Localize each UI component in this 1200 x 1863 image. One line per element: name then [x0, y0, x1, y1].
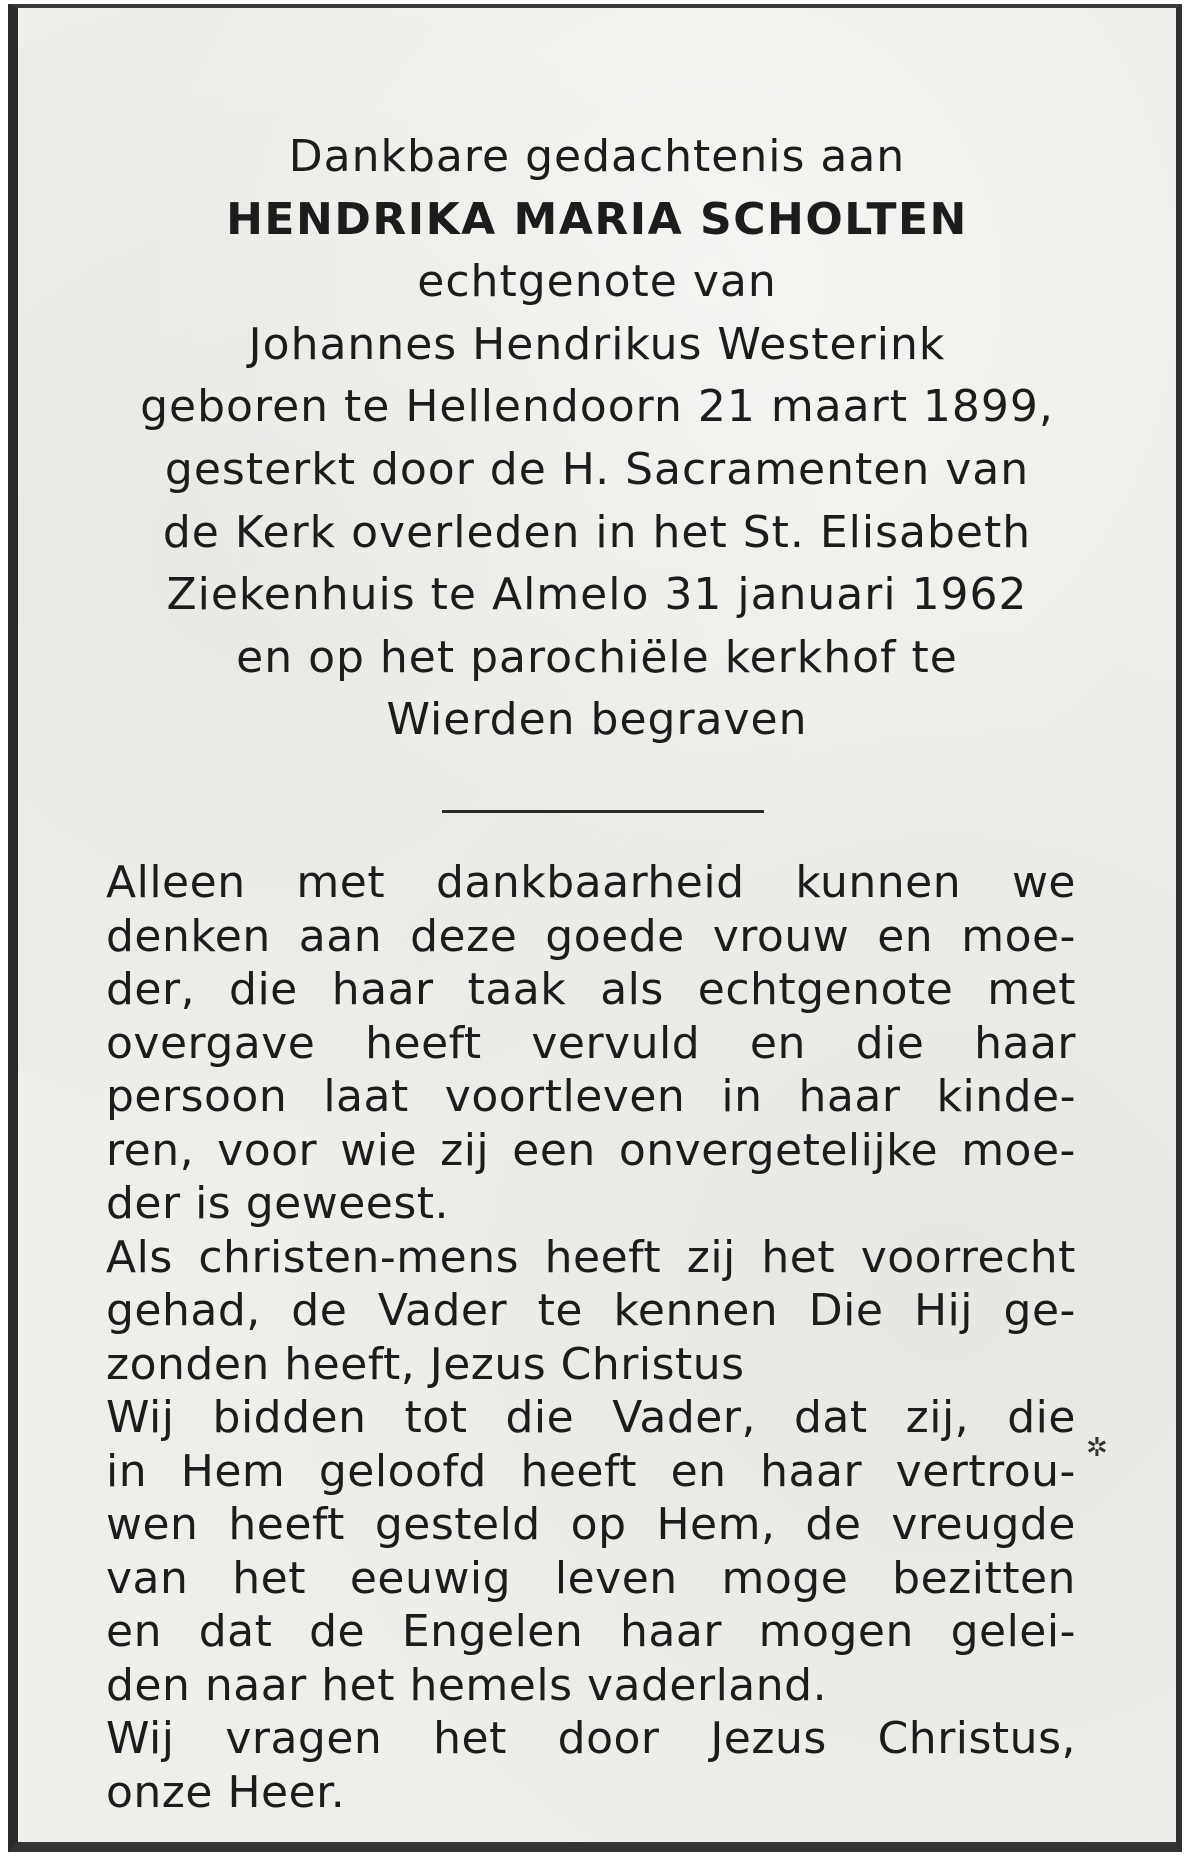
word: als [600, 964, 664, 1015]
word: een [512, 1124, 596, 1176]
word: die [229, 964, 298, 1015]
text-line [106, 1284, 1076, 1338]
word: laat [323, 1071, 409, 1122]
word: Die [808, 1285, 884, 1336]
word: te [537, 1285, 583, 1336]
sacraments-line: gesterkt door de H. Sacramenten van [164, 443, 1030, 495]
word: Wij [106, 1392, 175, 1443]
text-line [106, 910, 1076, 964]
word: gelei- [950, 1606, 1076, 1657]
memorial-text [106, 856, 1076, 1819]
word: met [987, 964, 1076, 1015]
word: met [296, 857, 386, 908]
word: Wij [106, 1713, 175, 1764]
word: voortleven [444, 1071, 686, 1122]
word: der, [106, 964, 196, 1015]
word: vrouw [712, 910, 850, 962]
word: vertrou- [895, 1445, 1076, 1497]
text-line [106, 1124, 1076, 1178]
word: Alleen [106, 857, 246, 908]
word: eeuwig [349, 1552, 511, 1604]
word: die [1007, 1392, 1076, 1443]
word: voor [217, 1124, 318, 1176]
word: wen [106, 1499, 199, 1550]
word: denken [106, 910, 271, 962]
word: in [106, 1445, 148, 1497]
word: aan [298, 910, 383, 962]
ink-speck-icon: ✲ [1086, 1433, 1108, 1463]
word: ren, [106, 1124, 195, 1176]
text-line: zonden heeft, Jezus Christus [106, 1338, 745, 1390]
word: gehad, [106, 1285, 261, 1336]
word: tot [404, 1392, 468, 1443]
word: Hem [180, 1445, 286, 1497]
text-line: onze Heer. [106, 1766, 346, 1818]
word: van [106, 1552, 189, 1604]
word: overgave [106, 1017, 316, 1069]
word: zij, [905, 1392, 970, 1443]
word: door [557, 1713, 660, 1764]
word: voorrecht [860, 1231, 1076, 1283]
word: kinde- [936, 1071, 1076, 1122]
word: die [505, 1392, 575, 1443]
text-line [106, 1391, 1076, 1445]
text-line [106, 1605, 1076, 1659]
text-line [106, 1231, 1076, 1285]
word: Christus, [877, 1713, 1076, 1764]
word: Hij [913, 1285, 973, 1336]
word: en [106, 1606, 162, 1657]
word: kennen [613, 1285, 779, 1336]
word: mogen [758, 1606, 914, 1657]
word: Als [106, 1231, 173, 1283]
burial-line-1: en op het parochiële kerkhof te [236, 631, 958, 683]
word: moe- [961, 910, 1076, 962]
text-line [106, 1552, 1076, 1606]
word: persoon [106, 1071, 288, 1122]
word: Engelen [401, 1606, 584, 1657]
word: het [761, 1231, 836, 1283]
word: heeft [228, 1499, 345, 1550]
word: heeft [365, 1017, 482, 1069]
word: goede [545, 910, 685, 962]
text-line [106, 1017, 1076, 1071]
word: haar [798, 1071, 901, 1122]
word: Vader, [612, 1392, 756, 1443]
text-line [106, 1712, 1076, 1766]
word: bezitten [892, 1552, 1076, 1604]
dedication-line: Dankbare gedachtenis aan [288, 131, 906, 182]
card-header [18, 126, 1176, 752]
word: echtgenote [697, 964, 954, 1015]
word: het [433, 1713, 507, 1764]
text-line [106, 856, 1076, 910]
text-line [106, 1070, 1076, 1124]
text-line [106, 963, 1076, 1017]
word: op [570, 1499, 627, 1550]
word: en [670, 1445, 727, 1497]
word: haar [620, 1606, 722, 1657]
word: haar [974, 1017, 1076, 1069]
word: vervuld [531, 1017, 701, 1069]
word: het [232, 1552, 306, 1604]
death-line-1: de Kerk overleden in het St. Elisabeth [162, 506, 1032, 558]
word: vragen [225, 1713, 383, 1764]
spouse-intro: echtgenote van [417, 256, 777, 308]
word: haar [760, 1445, 863, 1497]
memorial-card [8, 4, 1182, 1852]
word: heeft [544, 1231, 662, 1283]
burial-line-2: Wierden begraven [386, 694, 808, 746]
word: de [805, 1499, 862, 1550]
divider-rule [442, 810, 764, 813]
word: gesteld [374, 1499, 541, 1550]
word: Jezus [710, 1713, 827, 1764]
word: wie [340, 1124, 418, 1176]
death-line-2: Ziekenhuis te Almelo 31 januari 1962 [166, 569, 1028, 621]
word: Vader [377, 1285, 508, 1336]
word: de [309, 1606, 366, 1657]
word: onvergetelijke [618, 1124, 939, 1176]
word: taak [467, 964, 567, 1015]
word: dat [793, 1392, 868, 1443]
word: vreugde [891, 1499, 1076, 1550]
word: ge- [1003, 1285, 1076, 1336]
word: zij [686, 1231, 736, 1283]
text-line [106, 1445, 1076, 1499]
word: Hem, [656, 1499, 776, 1550]
word: kunnen [795, 857, 962, 908]
text-line [106, 1498, 1076, 1552]
birth-line: geboren te Hellendoorn 21 maart 1899, [140, 381, 1054, 433]
spouse-name: Johannes Hendrikus Westerink [248, 318, 946, 370]
word: heeft [520, 1445, 637, 1497]
word: de [291, 1285, 348, 1336]
word: haar [331, 964, 434, 1015]
word: leven [554, 1552, 678, 1604]
word: we [1011, 857, 1076, 908]
word: bidden [212, 1392, 367, 1443]
word: moge [721, 1552, 849, 1604]
deceased-name: HENDRIKA MARIA SCHOLTEN [226, 193, 968, 245]
word: dankbaarheid [435, 857, 745, 908]
word: die [855, 1017, 925, 1069]
word: en [877, 910, 934, 962]
word: deze [410, 910, 518, 962]
word: dat [198, 1606, 273, 1657]
text-line: den naar het hemels vaderland. [106, 1659, 828, 1711]
word: zij [440, 1124, 490, 1176]
word: in [721, 1071, 763, 1122]
word: christen-mens [198, 1231, 520, 1283]
word: geloofd [318, 1445, 487, 1497]
word: moe- [961, 1124, 1076, 1176]
word: en [749, 1017, 806, 1069]
text-line: der is geweest. [106, 1178, 449, 1229]
